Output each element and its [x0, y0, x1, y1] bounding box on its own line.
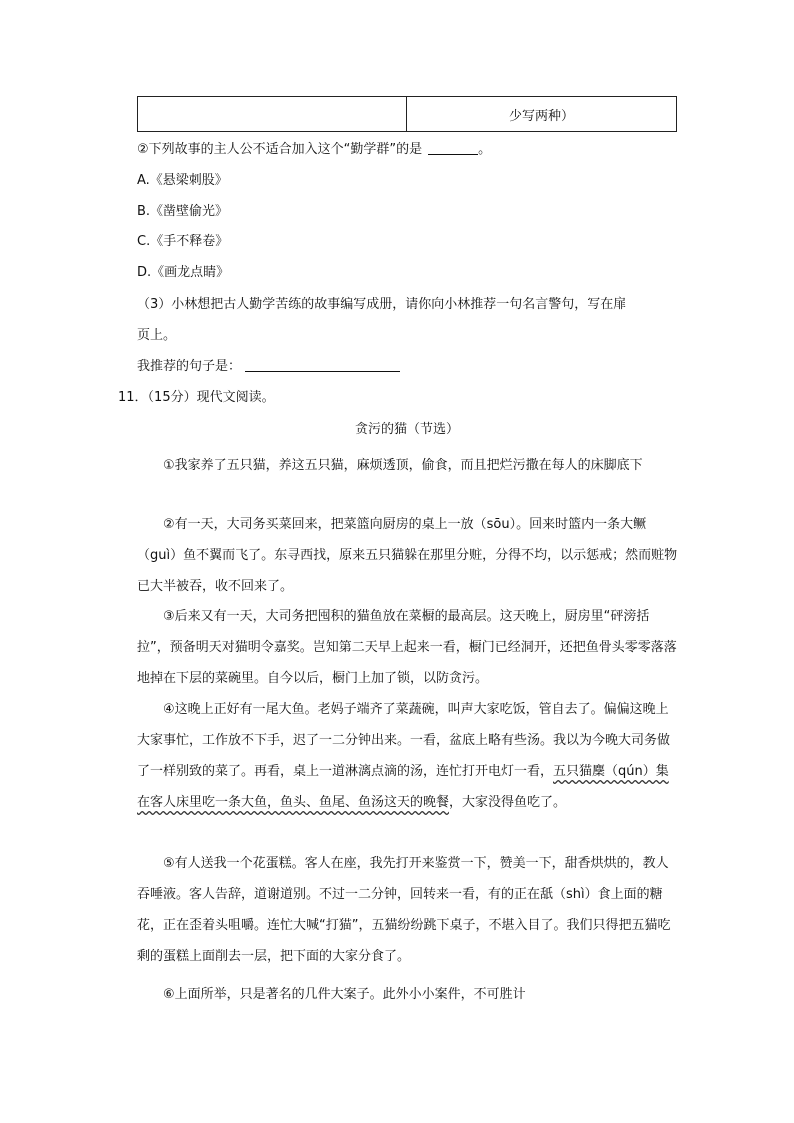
option-a: A.《悬梁刺股》	[137, 173, 228, 188]
paragraph-1-text: ①我家养了五只猫，养这五只猫，麻烦透顶，偷食，而且把烂污撒在每人的床脚底下	[163, 458, 643, 473]
paragraph-5-text: ⑤有人送我一个花蛋糕。客人在座，我先打开来鉴赏一下，赞美一下，甜香烘烘的，教人吞唾液。客人告辞，道谢道别。不过一二分钟，回转来一看，有的正在舐（shì）食上面的糖花，正在歪着头咀嚼。连忙大喊“打猫”，五猫纷纷跳下桌子，不堪入目了。我们只得把五猫吃剩的蛋糕上面削去一层，把下面的大家分食了。	[137, 856, 671, 964]
question-3-answer	[137, 357, 400, 377]
paragraph-4	[137, 694, 679, 818]
paragraph-4-end: ，大家没得鱼吃了。	[449, 795, 567, 810]
paragraph-2	[137, 509, 679, 602]
paragraph-5	[137, 848, 679, 972]
paragraph-6-text: ⑥上面所举，只是著名的几件大案子。此外小小案件，不可胜计	[163, 987, 526, 1002]
answer-label: 我推荐的句子是：	[137, 359, 242, 374]
paragraph-3	[137, 601, 679, 694]
question-11-header: 11．（15分）现代文阅读。	[118, 390, 275, 405]
question-3-line1: （3）小林想把古人勤学苦练的故事编写成册，请你向小林推荐一句名言警句，写在扉	[137, 297, 627, 312]
option-b: B.《凿壁偷光》	[137, 204, 229, 219]
question-2-stem-text: ②下列故事的主人公不适合加入这个“勤学群”的是	[137, 142, 423, 157]
paragraph-2-text: ②有一天，大司务买菜回来，把菜篮向厨房的桌上一放（sōu）。回来时篮内一条大鳜（guì）鱼不翼而飞了。东寻西找，原来五只猫躲在那里分赃，分得不均，以示惩戒；然而赃物已大半被吞，收不回来了。	[137, 517, 678, 594]
question-2-stem-end: 。	[478, 142, 492, 157]
answer-blank[interactable]	[428, 140, 478, 155]
answer-table	[137, 96, 677, 132]
paragraph-1	[137, 450, 679, 481]
paragraph-4-text: ④这晚上正好有一尾大鱼。老妈子端齐了菜蔬碗，叫声大家吃饭，管自去了。偏偏这晚上大家事忙，工作放不下手，迟了一二分钟出来。一看，盆底上略有些汤。我以为今晚大司务做了一样别致的菜了。再看，桌上一道淋漓点滴的汤，连忙打开电灯一看，	[137, 702, 671, 779]
paragraph-6	[137, 979, 679, 1010]
table-cell-right: 少写两种）	[407, 97, 677, 132]
table-cell-left	[138, 97, 407, 132]
paragraph-4-underlined: 五只猫麇（qún）集在客人床里吃一条大鱼，鱼头、鱼尾、鱼汤这天的晚餐	[137, 764, 669, 810]
option-c: C.《手不释卷》	[137, 234, 229, 249]
question-3-line2: 页上。	[137, 328, 177, 343]
option-d: D.《画龙点睛》	[137, 265, 230, 280]
passage-title: 贪污的猫（节选）	[354, 422, 459, 437]
paragraph-3-text: ③后来又有一天，大司务把囤积的猫鱼放在菜橱的最高层。这天晚上，厨房里“砰滂括拉”，预备明天对猫明令嘉奖。岂知第二天早上起来一看，橱门已经洞开，还把鱼骨头零零落落地掉在下层的菜碗里。自今以后，橱门上加了锁，以防贪污。	[137, 609, 677, 686]
question-2-stem	[137, 140, 491, 160]
answer-blank-long[interactable]	[245, 357, 400, 372]
